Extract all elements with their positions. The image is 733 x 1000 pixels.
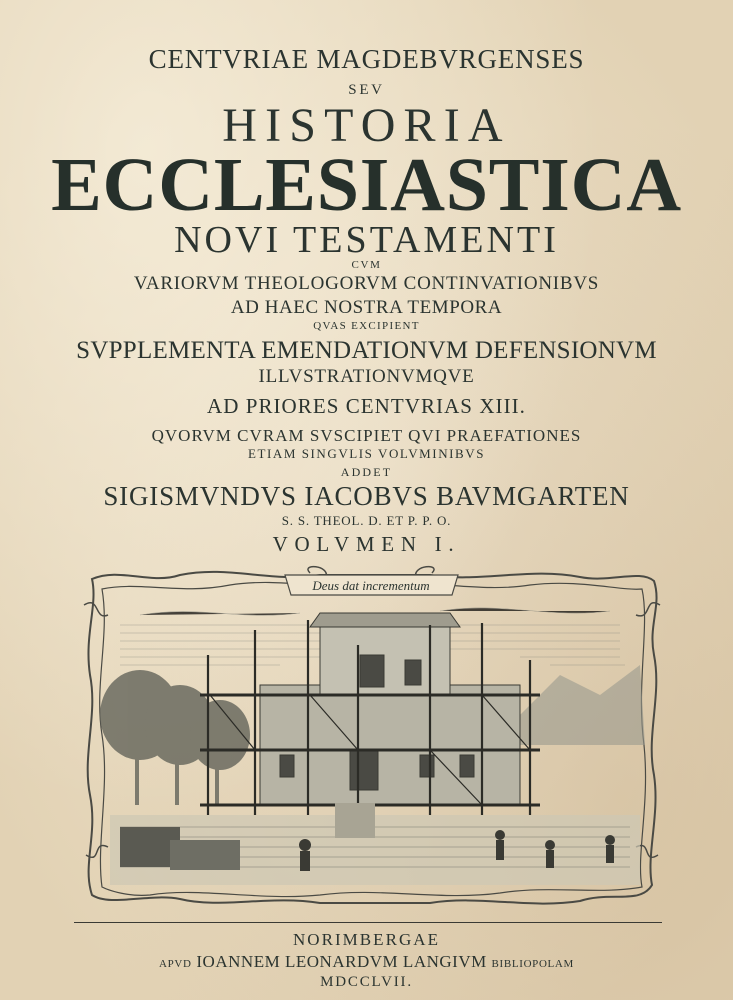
- imprint-city: NORIMBERGAE: [292, 930, 441, 949]
- title-line-variorum: VARIORVM THEOLOGORVM CONTINVATIONIBVS: [133, 273, 600, 294]
- imprint-publisher: IOANNEM LEONARDVM LANGIVM: [196, 952, 487, 971]
- title-line-supplementa: SVPPLEMENTA EMENDATIONVM DEFENSIONVM: [76, 337, 657, 364]
- engraving-vignette: [80, 565, 663, 910]
- author-name: SIGISMVNDVS IACOBVS BAVMGARTEN: [103, 481, 630, 511]
- title-line-ad-haec: AD HAEC NOSTRA TEMPORA: [230, 297, 503, 318]
- title-line-addet: ADDET: [340, 465, 393, 479]
- title-line-centuriae: CENTVRIAE MAGDEBVRGENSES: [148, 44, 585, 74]
- imprint-apud: APVD: [159, 958, 192, 970]
- imprint-year: MDCCLVII.: [320, 974, 413, 990]
- imprint-rule: [74, 922, 662, 923]
- title-line-quas-excipient: QVAS EXCIPIENT: [313, 320, 420, 332]
- author-titles: S. S. THEOL. D. ET P. P. O.: [281, 513, 452, 528]
- volume-number: VOLVMEN I.: [272, 532, 461, 556]
- foreground-ground: [110, 803, 640, 885]
- title-line-seu: SEV: [348, 82, 385, 98]
- title-line-ecclesiastica: ECCLESIASTICA: [51, 143, 682, 227]
- title-line-etiam-singulis: ETIAM SINGVLIS VOLVMINIBVS: [247, 446, 485, 461]
- title-line-historia: HISTORIA: [222, 99, 511, 152]
- title-line-ad-priores: AD PRIORES CENTVRIAS XIII.: [207, 394, 526, 418]
- imprint-bibliopolam: BIBLIOPOLAM: [491, 958, 574, 970]
- title-line-illustrationumque: ILLVSTRATIONVMQVE: [258, 366, 475, 387]
- title-line-cum: CVM: [351, 259, 382, 271]
- imprint-publisher-line: [0, 952, 733, 972]
- title-line-quorum-curam: QVORVM CVRAM SVSCIPIET QVI PRAEFATIONES: [151, 426, 582, 445]
- trees-left: [100, 670, 250, 805]
- title-line-novi-testamenti: NOVI TESTAMENTI: [174, 219, 559, 261]
- engraving-motto: Deus dat incrementum: [312, 578, 430, 593]
